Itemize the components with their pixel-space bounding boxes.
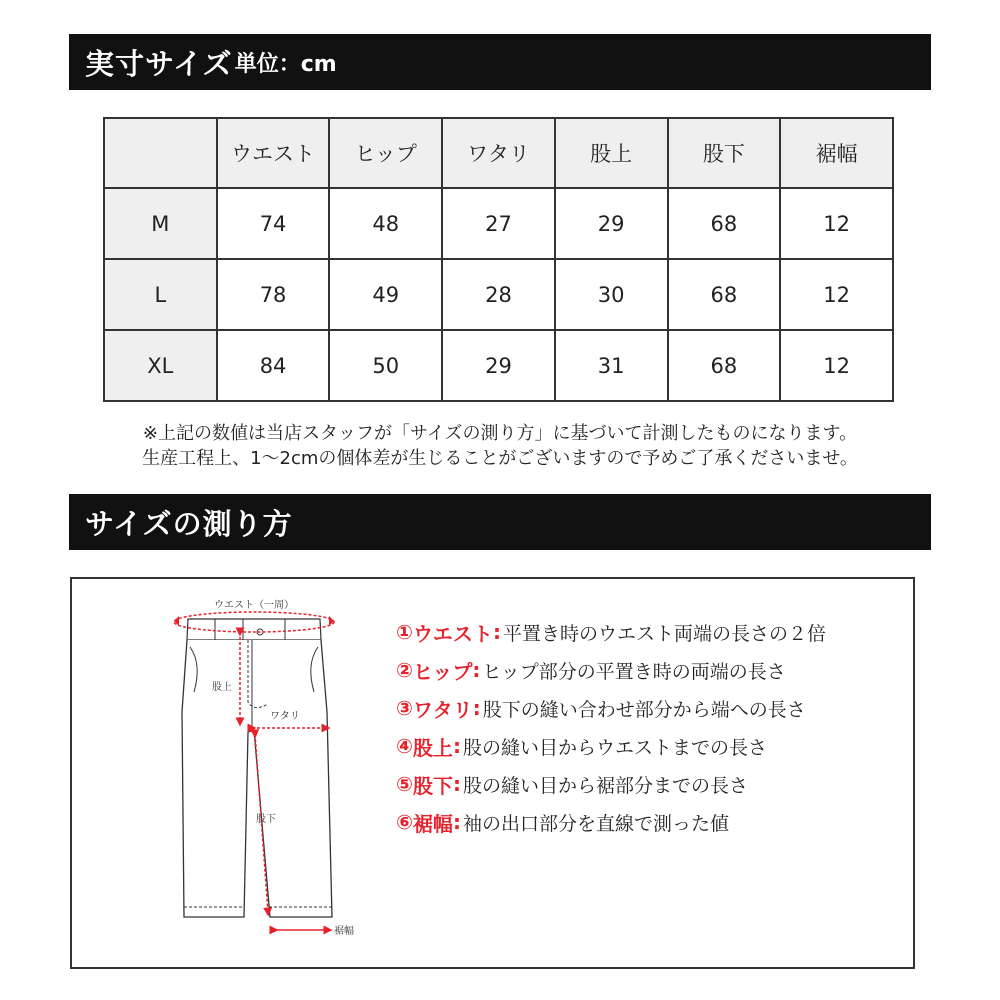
waist-label: ウエスト（一周） [214, 600, 294, 611]
legend-description: 股下の縫い合わせ部分から端への長さ [482, 698, 806, 721]
waist-arrow-left-icon [174, 616, 179, 626]
legend-number: ② [396, 658, 413, 682]
legend-number: ④ [396, 734, 413, 758]
table-cell: 50 [329, 330, 442, 401]
table-header-row [104, 118, 893, 188]
legend-number: ⑤ [396, 772, 413, 796]
table-cell: 30 [555, 259, 668, 330]
inseam-label: 股下 [256, 814, 276, 825]
legend-number: ③ [396, 696, 413, 720]
size-header-bar [69, 34, 931, 90]
table-cell: 78 [217, 259, 330, 330]
hem-label: 裾幅 [334, 926, 354, 937]
table-cell: 49 [329, 259, 442, 330]
column-header: 裾幅 [780, 118, 893, 188]
table-cell: 68 [668, 259, 781, 330]
legend-term: 股上 [412, 735, 453, 760]
legend-description: 股の縫い目からウエストまでの長さ [462, 736, 767, 759]
column-header: 股下 [668, 118, 781, 188]
legend-colon: : [472, 696, 481, 720]
table-cell: 12 [780, 259, 893, 330]
table-cell: 48 [329, 188, 442, 259]
waist-arrow-right-icon [329, 616, 334, 626]
measurement-note [0, 421, 1000, 471]
table-cell: 84 [217, 330, 330, 401]
legend-number: ⑥ [396, 810, 413, 834]
table-cell: 27 [442, 188, 555, 259]
table-cell: 74 [217, 188, 330, 259]
column-header: ヒップ [329, 118, 442, 188]
legend-colon: : [452, 734, 461, 758]
pants-diagram [160, 592, 380, 947]
legend-item-rise [396, 727, 916, 765]
measurement-legend [396, 613, 916, 841]
table-cell: 68 [668, 188, 781, 259]
table-cell: 12 [780, 188, 893, 259]
note-line: 生産工程上、1〜2cmの個体差が生じることがございますので予めご了承くださいませ。 [142, 448, 858, 469]
legend-item-waist [396, 613, 916, 651]
table-cell: 68 [668, 330, 781, 401]
size-label: XL [104, 330, 217, 401]
table-cell: 28 [442, 259, 555, 330]
legend-description: 股の縫い目から裾部分までの長さ [462, 774, 748, 797]
legend-item-thigh [396, 689, 916, 727]
column-header: ウエスト [217, 118, 330, 188]
legend-description: 袖の出口部分を直線で測った値 [462, 812, 729, 835]
legend-term: ヒップ [412, 659, 473, 684]
legend-number: ① [396, 620, 413, 644]
legend-item-hem [396, 803, 916, 841]
how-to-measure-header-bar [69, 494, 931, 550]
waistband-shape [187, 619, 321, 640]
table-cell: 31 [555, 330, 668, 401]
rise-label: 股上 [212, 682, 232, 693]
table-cell: 12 [780, 330, 893, 401]
legend-colon: : [492, 620, 501, 644]
legend-description: 平置き時のウエスト両端の長さの２倍 [502, 622, 826, 645]
legend-item-inseam [396, 765, 916, 803]
size-label: M [104, 188, 217, 259]
table-cell: 29 [555, 188, 668, 259]
legend-term: 股下 [412, 773, 453, 798]
legend-term: ワタリ [412, 697, 473, 722]
table-corner-cell [104, 118, 217, 188]
thigh-label: ワタリ [270, 711, 300, 722]
size-table [103, 117, 894, 402]
size-label: L [104, 259, 217, 330]
legend-colon: : [452, 772, 461, 796]
note-line: ※上記の数値は当店スタッフが「サイズの測り方」に基づいて計測したものになります。 [142, 423, 858, 444]
size-header-unit: 単位：cm [234, 51, 337, 77]
table-row [104, 259, 893, 330]
legend-term: ウエスト [412, 621, 493, 646]
table-cell: 29 [442, 330, 555, 401]
size-header-title: 実寸サイズ [85, 46, 233, 81]
how-to-measure-title: サイズの測り方 [85, 506, 293, 541]
legend-description: ヒップ部分の平置き時の両端の長さ [482, 660, 786, 683]
column-header: 股上 [555, 118, 668, 188]
legend-term: 裾幅 [412, 811, 453, 836]
legend-item-hip [396, 651, 916, 689]
legend-colon: : [472, 658, 481, 682]
legend-colon: : [452, 810, 461, 834]
column-header: ワタリ [442, 118, 555, 188]
pants-outline [182, 640, 332, 917]
table-row [104, 188, 893, 259]
table-row [104, 330, 893, 401]
